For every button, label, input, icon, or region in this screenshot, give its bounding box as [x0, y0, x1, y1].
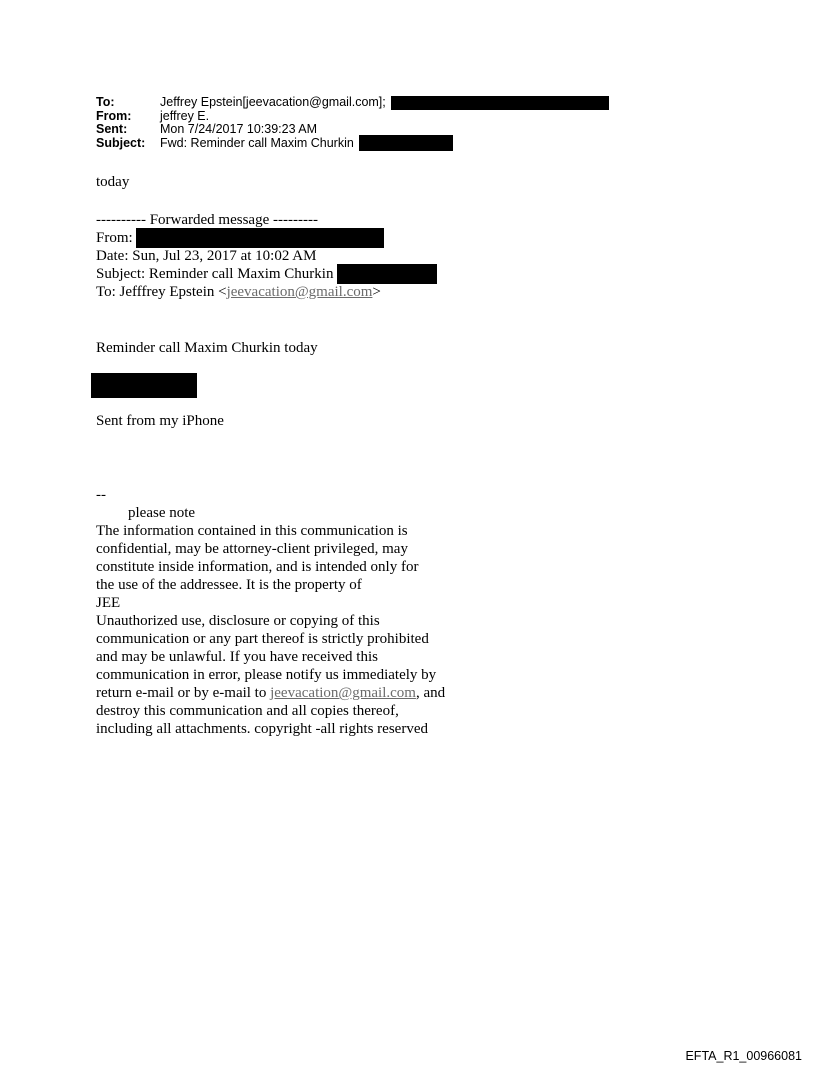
sent-value: Mon 7/24/2017 10:39:23 AM [160, 122, 318, 136]
subject-label: Subject: [96, 135, 146, 150]
disclaimer-line: Unauthorized use, disclosure or copying of this [96, 613, 380, 629]
redaction-box [391, 96, 609, 110]
fwd-from-label: From: [96, 230, 133, 246]
disclaimer-line: destroy this communication and all copies thereof, [96, 703, 399, 719]
forwarded-block [96, 211, 437, 301]
fwd-to-prefix: To: Jefffrey Epstein < [96, 284, 227, 300]
redaction-box [136, 228, 384, 248]
fwd-subject-row [96, 265, 437, 283]
disclaimer-line: communication or any part thereof is strictly prohibited [96, 631, 429, 647]
header-to-row [96, 96, 609, 110]
sent-from-text: Sent from my iPhone [96, 413, 224, 429]
redaction-box [337, 264, 437, 284]
fwd-subject: Subject: Reminder call Maxim Churkin [96, 266, 334, 282]
please-note: please note [128, 505, 196, 521]
disclaimer-line: constitute inside information, and is intended only for [96, 559, 419, 575]
sent-label: Sent: [96, 122, 128, 136]
redaction-box [91, 373, 197, 398]
disclaimer-return-line [96, 684, 445, 702]
fwd-to-suffix: > [372, 284, 381, 300]
disclaimer-line: The information contained in this communication is [96, 523, 408, 539]
return-prefix: return e-mail or by e-mail to [96, 685, 271, 701]
header-from-row [96, 110, 609, 124]
signature-block [96, 486, 445, 738]
fwd-to-row [96, 283, 437, 301]
to-value: Jeffrey Epstein[jeevacation@gmail.com]; [160, 95, 386, 109]
return-suffix: , and [415, 685, 446, 701]
redaction-box [359, 135, 453, 151]
disclaimer-line: communication in error, please notify us immediately by [96, 667, 437, 683]
forwarded-divider: ---------- Forwarded message --------- [96, 212, 318, 228]
from-value: jeffrey E. [160, 108, 210, 123]
disclaimer-line: confidential, may be attorney-client privileged, may [96, 541, 408, 557]
message-text: Reminder call Maxim Churkin today [96, 340, 318, 356]
fwd-to-email-link[interactable]: jeevacation@gmail.com [226, 284, 373, 300]
disclaimer-line: the use of the addressee. It is the property of [96, 577, 362, 593]
to-label: To: [96, 95, 115, 109]
disclaimer-line: JEE [96, 595, 121, 611]
fwd-date: Date: Sun, Jul 23, 2017 at 10:02 AM [96, 248, 317, 264]
fwd-from-row [96, 229, 437, 247]
document-id: EFTA_R1_00966081 [685, 1049, 802, 1063]
header-sent-row [96, 123, 609, 137]
body-top-text: today [96, 174, 130, 190]
from-label: From: [96, 108, 132, 123]
header-subject-row [96, 137, 609, 151]
disclaimer-line: and may be unlawful. If you have received this [96, 649, 378, 665]
subject-value: Fwd: Reminder call Maxim Churkin [160, 135, 354, 150]
email-header [96, 96, 609, 150]
signature-dashes: -- [96, 487, 106, 503]
return-email-link[interactable]: jeevacation@gmail.com [270, 685, 416, 701]
disclaimer-line: including all attachments. copyright -all rights reserved [96, 721, 428, 737]
